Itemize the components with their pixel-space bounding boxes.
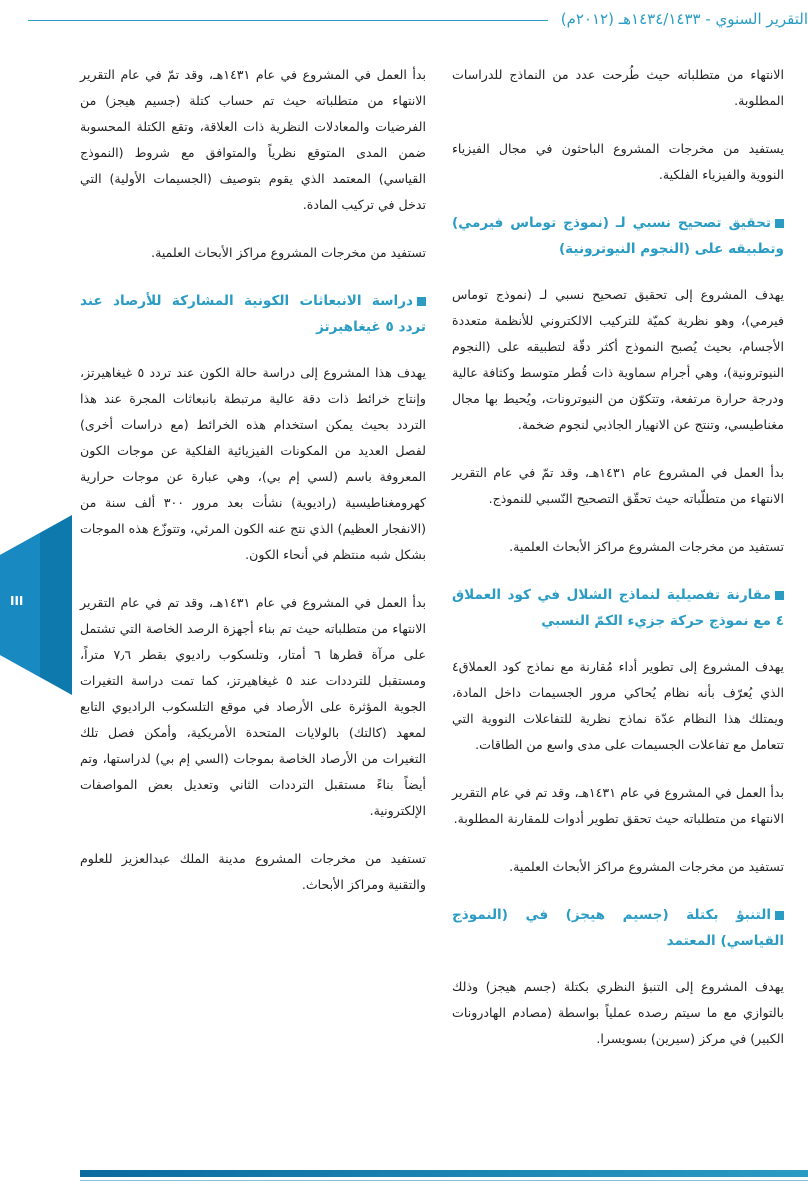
- report-title: التقرير السنوي - ١٤٣٤/١٤٣٣هـ (٢٠١٢م): [560, 10, 808, 28]
- paragraph: يهدف المشروع إلى التنبؤ النظري بكتلة (جسم هيجز) وذلك بالتوازي مع ما سيتم رصده عملياً بواسطة (مصادم الهادرونات الكبير) في مركز (سيرين) بسويسرا.: [452, 979, 784, 1046]
- section-heading: [452, 582, 784, 634]
- section-heading-text: تحقيق تصحيح نسبي لـ (نموذج توماس فيرمي) وتطبيقه على (النجوم النيوترونية): [452, 215, 784, 257]
- header-rule: [28, 20, 548, 21]
- paragraph: تستفيد من مخرجات المشروع مراكز الأبحاث العلمية.: [509, 539, 784, 554]
- paragraph: تستفيد من مخرجات المشروع مراكز الأبحاث العلمية.: [509, 859, 784, 874]
- section-heading: [452, 210, 784, 262]
- paragraph: بدأ العمل في المشروع في عام ١٤٣١هـ، وقد تمّ في عام التقرير الانتهاء من متطلباته حيث تم حساب كتلة (جسيم هيجز) من الفرضيات والمعادلات النظرية ذات العلاقة، وتقع الكتلة المحسوبة ضمن المدى المتوقع نظرياً والمتوافق مع شروط (النموذج القياسي) المعتمد الذي يقوم بتوصيف (الجسيمات الأولية) التي تدخل في تركيب المادة.: [80, 67, 426, 212]
- section-heading: [452, 902, 784, 954]
- paragraph: يهدف المشروع إلى تحقيق تصحيح نسبي لـ (نموذج توماس فيرمي)، وهو نظرية كميّة للتركيب الالكتروني للأنظمة متعددة الأجسام، بحيث يُصبح النموذج أكثر دقّة لتطبيقه على (النجوم النيوترونية)، وهي أجرام سماوية ذات قُطر متوسط وكثافة عالية ودرجة حرارة مرتفعة، وتتكوّن من النيوترونات، ويُحيط بها مجال مغناطيسي، وتنتج عن الانهيار الجاذبي لنجوم ضخمة.: [452, 287, 784, 432]
- footer-rule: [80, 1180, 808, 1181]
- paragraph: يهدف المشروع إلى تطوير أداء مُقارنة مع نماذج كود العملاق٤ الذي يُعرّف بأنه نظام يُحاكي مرور الجسيمات داخل المادة، ويمتلك هذا النظام عدّة نماذج نظرية للتفاعلات النووية التي تتعامل مع تفاعلات الجسيمات على مدى واسع من الطاقات.: [452, 659, 784, 752]
- paragraph: بدأ العمل في المشروع في عام ١٤٣١هـ، وقد تم في عام التقرير الانتهاء من متطلباته حيث تم بناء أجهزة الرصد الخاصة التي تشتمل على مرآة قطرها ٦ أمتار، وتلسكوب راديوي بقطر ٧٫٦ متراً، ومستقبل للترددات عند ٥ غيغاهيرتز، كما تمت دراسة التغيرات الجوية المؤثرة على الأرصاد في موقع التلسكوب الراديوي التابع لمعهد (كالتك) بالولايات المتحدة الأمريكية، وأمكن فصل تلك التغيرات من الأرصاد الخاصة بموجات (السي إم بي) لدراستها، وتم أيضاً بناءً مستقبل الترددات الثاني وتعديل بعض المواصفات الإلكترونية.: [80, 595, 426, 818]
- paragraph: تستفيد من مخرجات المشروع مراكز الأبحاث العلمية.: [151, 245, 426, 260]
- paragraph: يهدف هذا المشروع إلى دراسة حالة الكون عند تردد ٥ غيغاهيرتز، وإنتاج خرائط ذات دقة عالية مرتبطة بانبعاثات المجرة عند هذا التردد بحيث يمكن استخدام هذه الخرائط (مع دراسات أخرى) لفصل العديد من المكونات الفيزيائية الفلكية عن موجات الكون المعروفة باسم (لسي إم بي)، وهي عبارة عن موجات حرارية كهرومغناطيسية (راديوية) نشأت بعد مرور ٣٠٠ ألف سنة من (الانفجار العظيم) الذي نتج عنه الكون المرئي، وتتوزّع هذه الموجات بشكل شبه منتظم في أنحاء الكون.: [80, 365, 426, 562]
- right-column: [452, 62, 784, 1074]
- paragraph: يستفيد من مخرجات المشروع الباحثون في مجال الفيزياء النووية والفيزياء الفلكية.: [452, 141, 784, 182]
- square-bullet-icon: [775, 219, 784, 228]
- paragraph: الانتهاء من متطلباته حيث طُرحت عدد من النماذج للدراسات المطلوبة.: [452, 67, 784, 108]
- left-column: [80, 62, 426, 920]
- chapter-tab: [0, 515, 72, 695]
- paragraph: تستفيد من مخرجات المشروع مدينة الملك عبدالعزيز للعلوم والتقنية ومراكز الأبحاث.: [80, 851, 426, 892]
- section-heading-text: التنبؤ بكتلة (جسيم هيجز) في (النموذج القياسي) المعتمد: [452, 907, 784, 949]
- section-heading: [80, 288, 426, 340]
- square-bullet-icon: [775, 911, 784, 920]
- paragraph: بدأ العمل في المشروع في عام ١٤٣١هـ، وقد تم في عام التقرير الانتهاء من متطلباته حيث تحقق تطوير أدوات للمقارنة المطلوبة.: [452, 785, 784, 826]
- footer-bar: [80, 1170, 808, 1177]
- square-bullet-icon: [775, 591, 784, 600]
- section-heading-text: مقارنة تفصيلية لنماذج الشلال في كود العملاق ٤ مع نموذج حركة جزيء الكمّ النسبي: [452, 587, 784, 629]
- paragraph: بدأ العمل في المشروع عام ١٤٣١هـ، وقد تمّ في عام التقرير الانتهاء من متطلّباته حيث تحقّق التصحيح النّسبي للنموذج.: [452, 465, 784, 506]
- section-heading-text: دراسة الانبعاثات الكونية المشاركة للأرصاد عند تردد ٥ غيغاهيرتز: [80, 293, 426, 335]
- page-header: [28, 10, 808, 30]
- square-bullet-icon: [417, 297, 426, 306]
- chapter-tab-label: III: [10, 594, 24, 608]
